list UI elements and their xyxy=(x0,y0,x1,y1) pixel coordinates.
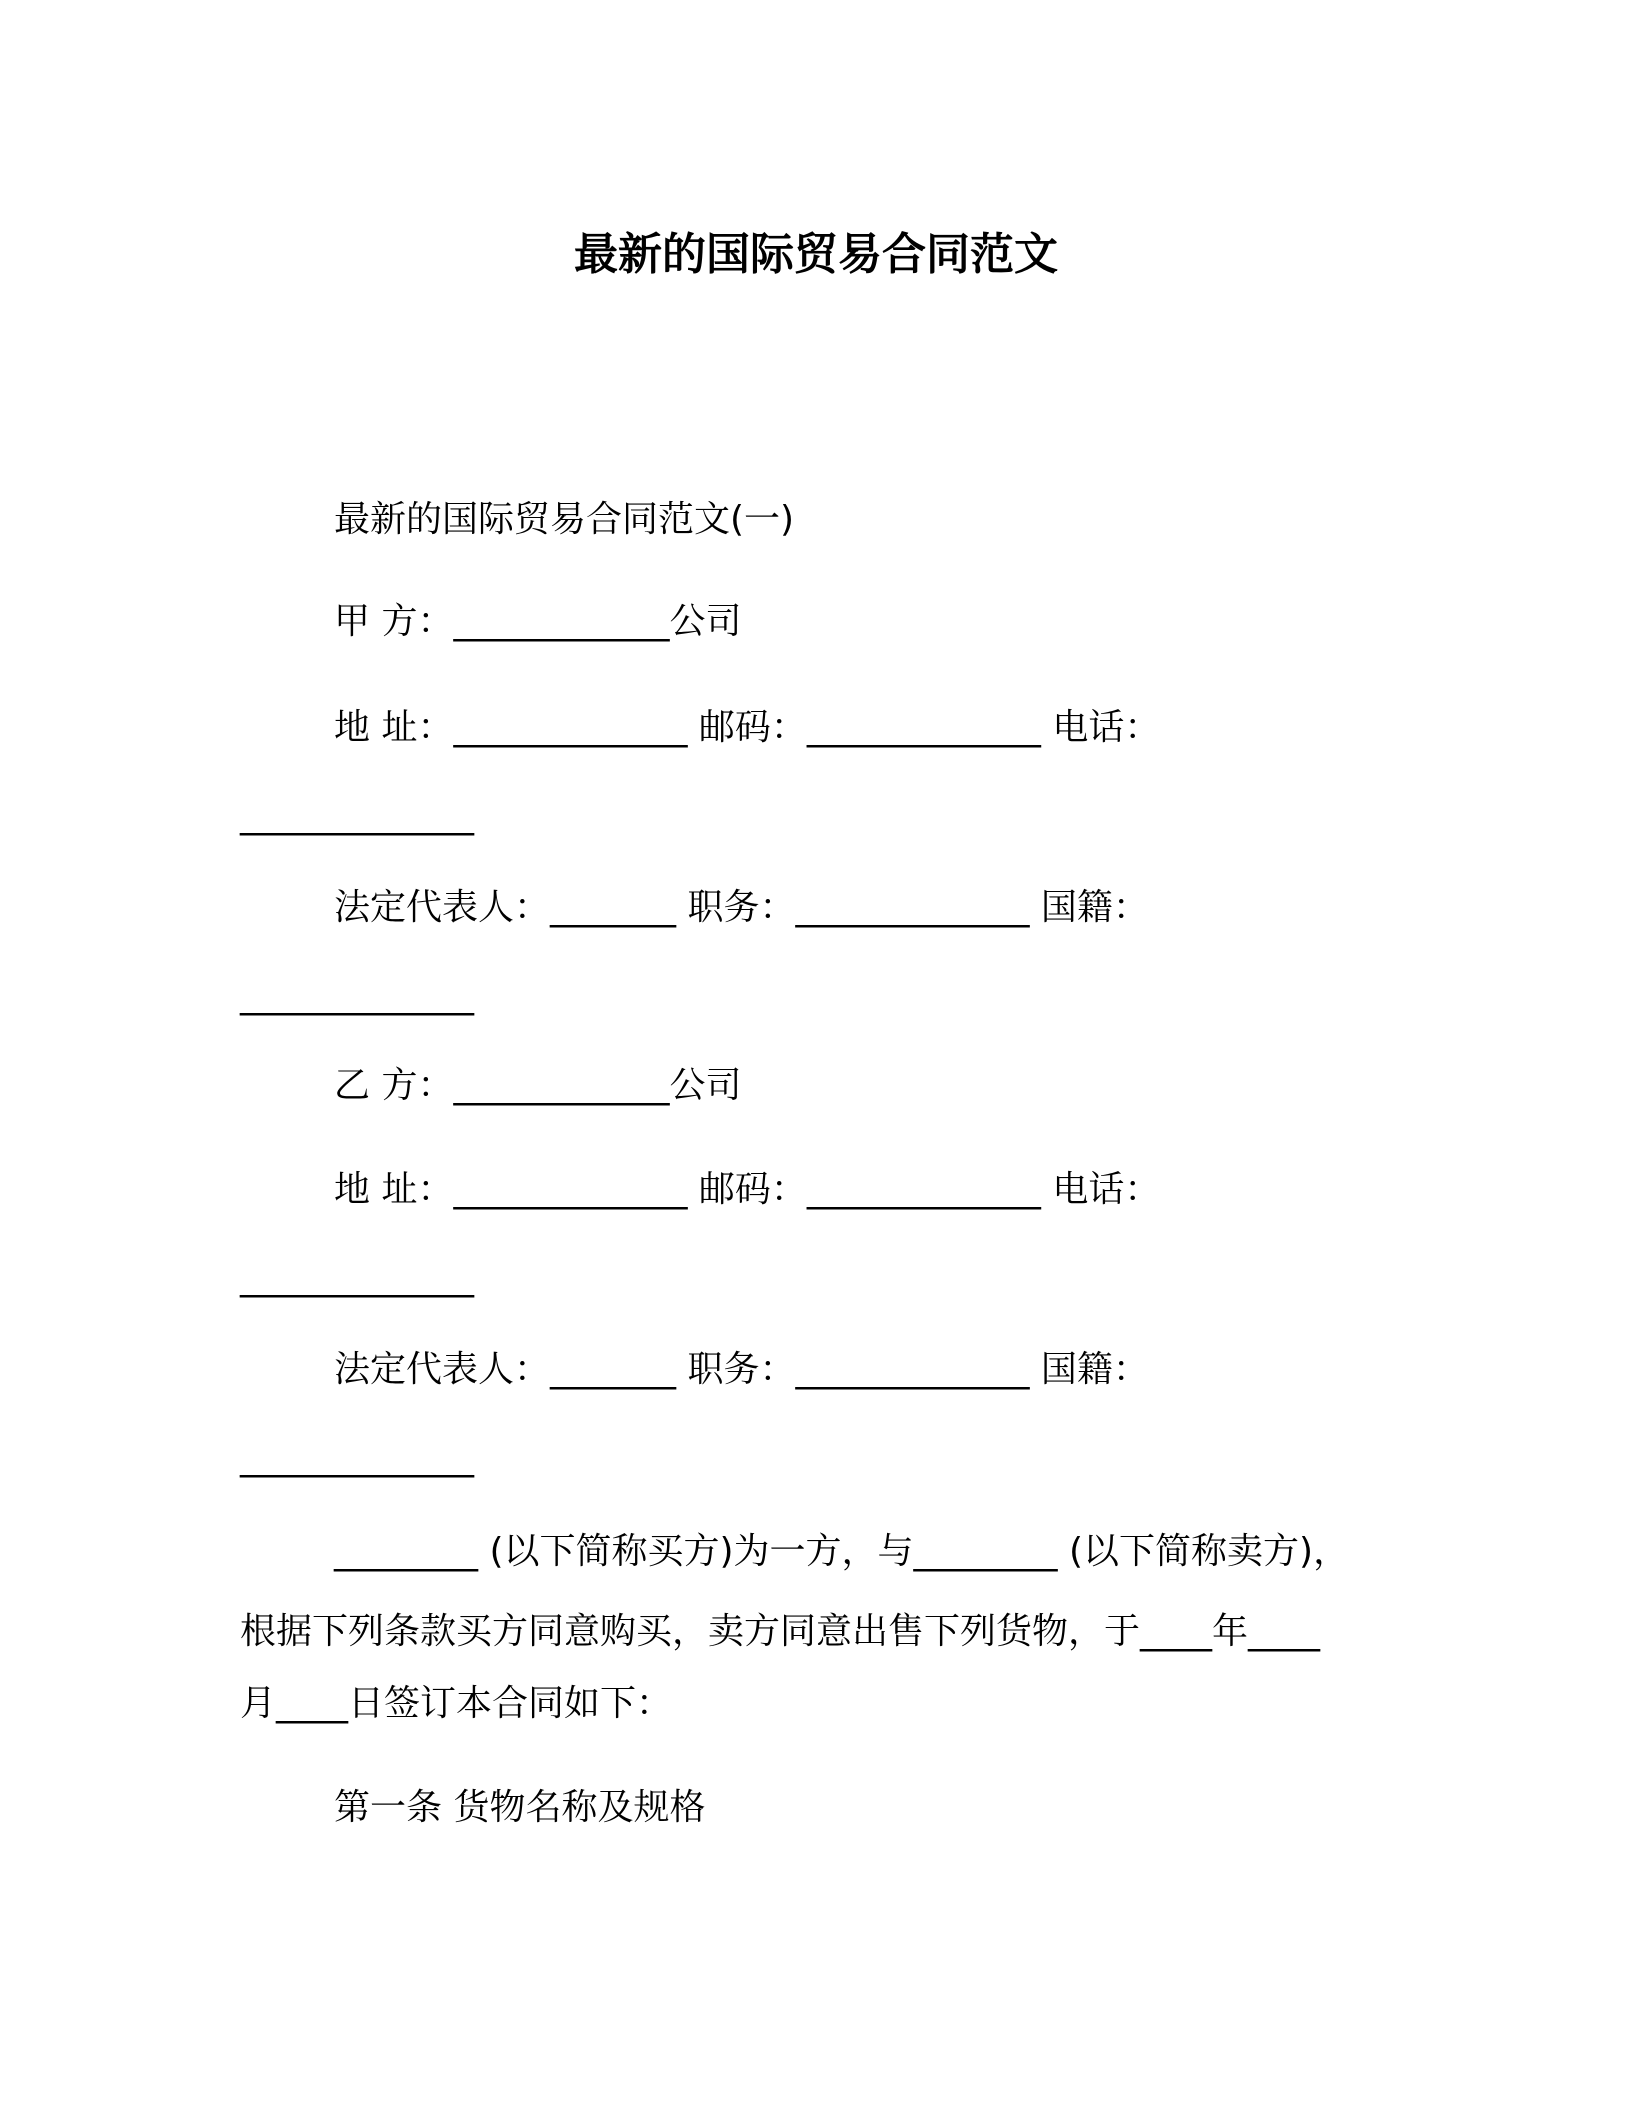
party-a-phone-blank: _____________ xyxy=(240,795,474,836)
party-b-address-line: 地 址：_____________ 邮码：_____________ 电话： xyxy=(334,1169,1161,1210)
party-b-representative-line: 法定代表人：_______ 职务：_____________ 国籍： xyxy=(334,1349,1149,1390)
party-a-address-line: 地 址：_____________ 邮码：_____________ 电话： xyxy=(334,707,1161,748)
party-a-nationality-blank: _____________ xyxy=(240,975,474,1016)
party-a-line: 甲 方：____________公司 xyxy=(334,601,742,642)
party-b-phone-blank: _____________ xyxy=(240,1257,474,1298)
contract-subtitle: 最新的国际贸易合同范文(一) xyxy=(334,499,795,540)
agreement-paragraph-line-2: 根据下列条款买方同意购买，卖方同意出售下列货物，于____年____ xyxy=(240,1611,1321,1652)
party-b-line: 乙 方：____________公司 xyxy=(334,1065,742,1106)
party-b-nationality-blank: _____________ xyxy=(240,1437,474,1478)
document-title: 最新的国际贸易合同范文 xyxy=(574,229,1058,280)
agreement-paragraph-line-3: 月____日签订本合同如下： xyxy=(240,1683,673,1724)
article-one-heading: 第一条 货物名称及规格 xyxy=(334,1787,706,1828)
party-a-representative-line: 法定代表人：_______ 职务：_____________ 国籍： xyxy=(334,887,1149,928)
agreement-paragraph-line-1: ________ (以下简称买方)为一方，与________ (以下简称卖方)， xyxy=(334,1531,1350,1572)
